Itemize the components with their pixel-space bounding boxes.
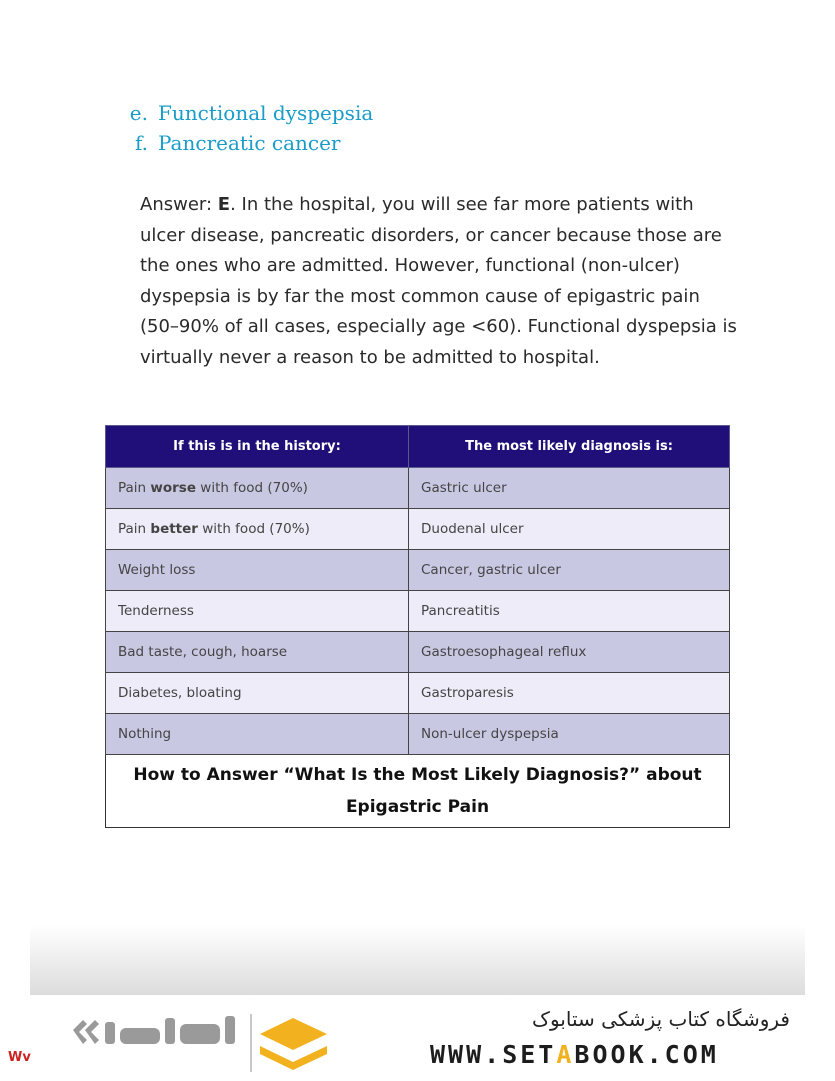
option-text: Pancreatic cancer: [158, 131, 341, 155]
option-letter: f.: [134, 131, 148, 155]
answer-body: . In the hospital, you will see far more patients with ulcer disease, pancreatic disorders, or cancer because those are the ones who are admitted. However, functional (non-ulcer) dyspepsia is by far the most common cause of epigastric pain (50–90% of all cases, especially age <60). Functional dyspepsia is virtually never a reason to be admitted to hospital.: [140, 194, 737, 368]
table-row: [106, 468, 730, 509]
page-bottom-shadow: [30, 925, 805, 995]
diagnosis-cell: Gastroesophageal reflux: [409, 632, 730, 673]
history-emphasis: better: [150, 521, 198, 537]
header-diagnosis: The most likely diagnosis is:: [409, 426, 730, 468]
option-text: Functional dyspepsia: [158, 101, 374, 125]
history-text-suffix: with food (70%): [197, 521, 310, 537]
table-row: [106, 509, 730, 550]
url-part-2: BOOK.COM: [574, 1040, 719, 1069]
history-text: Pain: [118, 521, 151, 537]
diagnosis-cell: Gastroparesis: [409, 673, 730, 714]
table-body: [106, 468, 730, 828]
corner-mark: Wv: [8, 1050, 31, 1065]
history-text: Diabetes, bloating: [118, 685, 242, 701]
history-cell: [106, 673, 409, 714]
url-accent: A: [556, 1040, 575, 1069]
option-letter: e.: [129, 101, 148, 125]
setabook-logo-icon: [65, 1012, 335, 1077]
setabook-logo: [65, 1012, 335, 1077]
table-row: [106, 673, 730, 714]
option-f: [120, 128, 373, 158]
diagnosis-cell: Non-ulcer dyspepsia: [409, 714, 730, 755]
site-url[interactable]: [430, 1040, 795, 1069]
diagnosis-cell: Cancer, gastric ulcer: [409, 550, 730, 591]
url-part-1: WWW.SET: [430, 1040, 557, 1069]
diagnosis-cell: Duodenal ulcer: [409, 509, 730, 550]
answer-choice: E: [217, 194, 231, 215]
store-title: فروشگاه کتاب پزشکی ستابوک: [532, 1007, 790, 1031]
history-text: Bad taste, cough, hoarse: [118, 644, 288, 660]
option-e: [120, 98, 373, 128]
history-cell: [106, 591, 409, 632]
history-cell: [106, 509, 409, 550]
diagnosis-cell: Gastric ulcer: [409, 468, 730, 509]
diagnosis-cell: Pancreatitis: [409, 591, 730, 632]
table-row: [106, 591, 730, 632]
answer-prefix: Answer:: [140, 194, 218, 215]
history-text: Nothing: [118, 726, 172, 742]
table-row: [106, 550, 730, 591]
history-cell: [106, 550, 409, 591]
table-header-row: [106, 426, 730, 468]
diagnosis-table: [105, 425, 730, 828]
history-text: Tenderness: [118, 603, 194, 619]
answer-paragraph: [140, 190, 740, 374]
history-cell: [106, 714, 409, 755]
header-history: If this is in the history:: [106, 426, 409, 468]
history-emphasis: worse: [150, 480, 197, 496]
history-text: Pain: [118, 480, 151, 496]
history-text-suffix: with food (70%): [196, 480, 308, 496]
table-caption-row: [106, 755, 730, 828]
history-cell: [106, 632, 409, 673]
history-cell: [106, 468, 409, 509]
table-row: [106, 714, 730, 755]
table-caption: How to Answer “What Is the Most Likely Diagnosis?” about Epigastric Pain: [106, 755, 730, 828]
table-row: [106, 632, 730, 673]
answer-options: [120, 98, 373, 158]
history-text: Weight loss: [118, 562, 196, 578]
